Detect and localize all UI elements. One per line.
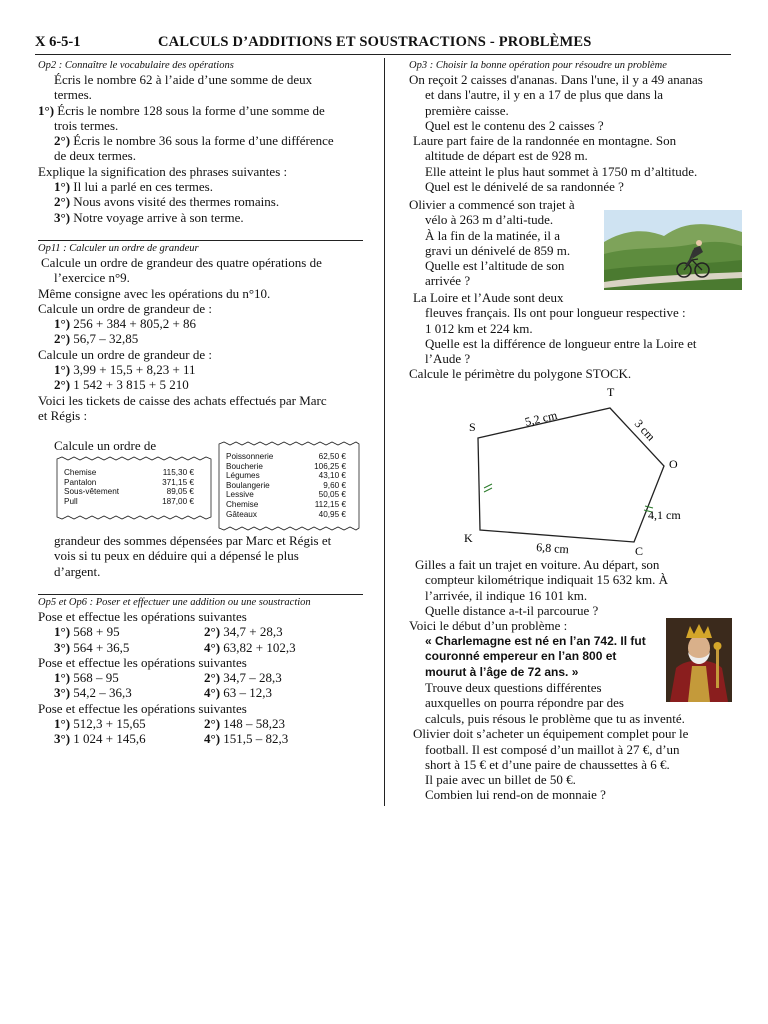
exercise-line: Calcule le périmètre du polygone STOCK.: [409, 366, 632, 382]
item-number: 1°): [54, 179, 71, 195]
exercise-line: et dans l'autre, il y en a 17 de plus que dans la: [425, 87, 664, 103]
ticket-item: Chemise: [64, 468, 97, 477]
exercise-line: Écris le nombre 62 à l’aide d’une somme de deux: [54, 72, 313, 87]
ticket-item: Poissonnerie: [226, 452, 274, 461]
ticket-price: 50,05 €: [318, 490, 346, 500]
ticket-price: 40,95 €: [318, 509, 346, 519]
quote-line: couronné empereur en l’an 800 et: [425, 649, 617, 664]
exercise-line: Pose et effectue les opérations suivantes: [38, 654, 247, 670]
ticket-item: Gâteaux: [226, 509, 257, 519]
item-number: 1°): [54, 670, 71, 686]
item-number: 1°): [54, 316, 71, 332]
ticket-row: [226, 471, 346, 481]
ticket-row: [64, 468, 194, 478]
exercise-line: Olivier a commencé son trajet à: [409, 197, 575, 212]
exercise-line: Quelle est l’altitude de son: [425, 258, 565, 274]
exercise-line: Explique la signification des phrases suivantes :: [38, 163, 288, 179]
left-column-op11: [38, 240, 363, 423]
charlemagne-portrait: [666, 618, 732, 702]
exercise-line: gravi un dénivelé de 859 m.: [425, 242, 571, 258]
exercise-line: Olivier doit s’acheter un équipement complet pour le: [413, 726, 689, 742]
exercise-line: La Loire et l’Aude sont deux: [413, 290, 564, 305]
right-column: [409, 59, 731, 194]
exercise-line: À la fin de la matinée, il a: [425, 227, 561, 243]
exercise-line: Calcule un ordre de grandeur de :: [38, 300, 212, 316]
exercise-line: auxquelles on pourra répondre par des: [425, 695, 624, 711]
exercise-line: Calcule un ordre de: [54, 438, 157, 453]
ticket-row: [226, 500, 346, 510]
exercise-line: première caisse.: [425, 102, 509, 118]
vertex-label-o: O: [669, 457, 678, 471]
item-number: 4°): [204, 639, 221, 655]
ticket-item: Pull: [64, 496, 78, 506]
exercise-line: 1 542 + 3 815 + 5 210: [70, 377, 189, 393]
exercise-line: et Régis :: [38, 407, 88, 423]
item-number: 3°): [54, 685, 71, 701]
ticket-price: 89,05 €: [166, 487, 194, 497]
exercise-line: Notre voyage arrive à son terme.: [70, 209, 244, 225]
ticket-item: Lessive: [226, 490, 254, 500]
ticket-price: 62,50 €: [318, 452, 346, 461]
exercise-line: Combien lui rend-on de monnaie ?: [425, 787, 606, 803]
operation: 151,5 – 82,3: [220, 731, 289, 747]
item-number: 2°): [54, 377, 71, 393]
exercise-line: l’exercice n°9.: [54, 270, 130, 286]
exercise-line: Nous avons visité des thermes romains.: [70, 194, 280, 210]
ticket-row: [226, 510, 346, 520]
vertex-label-k: K: [464, 531, 473, 545]
exercise-line: l’arrivée, il indique 16 101 km.: [425, 587, 588, 603]
operations-row: [38, 716, 363, 731]
item-number: 2°): [54, 194, 71, 210]
item-number: 2°): [204, 716, 221, 732]
exercise-line: Calcule un ordre de grandeur des quatre opérations de: [41, 255, 322, 270]
cyclist-photo: [604, 210, 742, 290]
exercise-line: 3,99 + 15,5 + 8,23 + 11: [70, 362, 196, 378]
exercise-line: l’Aude ?: [425, 351, 471, 367]
section-title-op2: Op2 : Connaître le vocabulaire des opérations: [38, 60, 234, 71]
ticket-row: [226, 462, 346, 472]
ticket-row: [226, 490, 346, 500]
side-label-to: 3 cm: [631, 416, 659, 444]
ticket-row: [64, 478, 194, 488]
exercise-line: Gilles a fait un trajet en voiture. Au départ, son: [415, 557, 660, 572]
football-problem: [409, 711, 731, 803]
left-column-op5: [38, 594, 363, 747]
exercise-line: football. Il est composé d’un maillot à 27 €, d’un: [425, 741, 680, 757]
exercise-line: fleuves français. Ils ont pour longueur respective :: [425, 305, 686, 321]
exercise-line: Elle atteint le plus haut sommet à 1750 m d’altitude.: [425, 163, 698, 179]
sheet-title: CALCULS D’ADDITIONS ET SOUSTRACTIONS - PROBLÈMES: [158, 34, 592, 50]
exercise-line: Calcule un ordre de grandeur de :: [38, 346, 212, 362]
charlemagne-problem: [409, 634, 657, 710]
exercise-line: calculs, puis résous le problème que tu as inventé.: [425, 711, 685, 726]
exercise-line: arrivée ?: [425, 273, 471, 289]
exercise-line: Voici les tickets de caisse des achats effectués par Marc: [38, 392, 327, 408]
exercise-line: altitude de départ est de 928 m.: [425, 148, 588, 164]
rivers-problem: [409, 290, 731, 382]
item-number: 2°): [54, 133, 71, 149]
exercise-line: d’argent.: [54, 563, 101, 579]
operation: 54,2 – 36,3: [70, 685, 132, 701]
vertex-label-s: S: [469, 420, 476, 434]
section-title-op3: Op3 : Choisir la bonne opération pour résoudre un problème: [409, 60, 667, 71]
operations-row: [38, 685, 363, 700]
item-number: 3°): [54, 209, 71, 225]
ticket-row: [226, 481, 346, 491]
exercise-line: Pose et effectue les opérations suivantes: [38, 609, 247, 624]
page-header: [35, 34, 731, 55]
ticket-regis: [226, 452, 346, 519]
side-label-st: 5,2 cm: [523, 407, 559, 429]
exercise-line: Écris le nombre 36 sous la forme d’une différence: [70, 133, 334, 149]
left-column: [38, 59, 363, 225]
exercise-line: Il paie avec un billet de 50 €.: [425, 772, 576, 788]
ticket-item: Pantalon: [64, 477, 97, 487]
ticket-question: [54, 533, 361, 579]
exercise-line: Quelle est la différence de longueur entre la Loire et: [425, 335, 697, 351]
operation: 63,82 + 102,3: [220, 639, 296, 655]
operation: 63 – 12,3: [220, 685, 273, 701]
item-number: 2°): [54, 331, 71, 347]
sheet-code: X 6-5-1: [35, 34, 81, 50]
ticket-item: Légumes: [226, 471, 260, 481]
ticket-row: [64, 497, 194, 507]
exercise-line: 256 + 384 + 805,2 + 86: [70, 316, 197, 332]
exercise-line: trois termes.: [54, 117, 119, 133]
exercise-line: 1 012 km et 224 km.: [425, 320, 533, 336]
ticket-price: 115,30 €: [162, 468, 194, 477]
item-number: 2°): [204, 670, 221, 686]
vertex-label-c: C: [635, 544, 644, 558]
ticket-item: Chemise: [226, 499, 259, 509]
side-label-oc: 4,1 cm: [648, 508, 681, 522]
operations-row: [38, 640, 363, 655]
operation: 568 + 95: [70, 624, 120, 640]
quote-line: « Charlemagne est né en l’an 742. Il fut: [425, 634, 646, 648]
polygon-stock-diagram: [456, 380, 716, 562]
ticket-price: 112,15 €: [314, 499, 346, 509]
exercise-line: vélo à 263 m d’alti-tude.: [425, 212, 554, 228]
exercise-line: Laure part faire de la randonnée en montagne. Son: [413, 133, 677, 149]
exercise-line: Pose et effectue les opérations suivantes: [38, 700, 247, 716]
exercise-line: Quelle distance a-t-il parcourue ?: [425, 602, 599, 618]
exercise-line: On reçoit 2 caisses d'ananas. Dans l'une, il y a 49 ananas: [409, 72, 703, 87]
operation: 148 – 58,23: [220, 716, 286, 732]
operation: 512,3 + 15,65: [70, 716, 146, 732]
operation: 1 024 + 145,6: [70, 731, 146, 747]
ticket-item: Boucherie: [226, 461, 263, 471]
exercise-line: Trouve deux questions différentes: [425, 679, 602, 695]
quote-line: mourut à l’âge de 72 ans. »: [425, 664, 579, 679]
ticket-item: Boulangerie: [226, 480, 270, 490]
section-title-op5: Op5 et Op6 : Poser et effectuer une addition ou une soustraction: [38, 597, 311, 608]
item-number: 1°): [54, 716, 71, 732]
exercise-line: Même consigne avec les opérations du n°10.: [38, 285, 271, 301]
exercise-line: Quel est le contenu des 2 caisses ?: [425, 117, 604, 133]
exercise-line: vois si tu peux en déduire qui a dépensé le plus: [54, 548, 299, 564]
exercise-line: 56,7 – 32,85: [70, 331, 139, 347]
item-number: 3°): [54, 731, 71, 747]
operation: 568 – 95: [70, 670, 119, 686]
bike-problem: [409, 197, 595, 289]
item-number: 4°): [204, 685, 221, 701]
item-number: 2°): [204, 624, 221, 640]
item-number: 1°): [54, 362, 71, 378]
ticket-item: Sous-vêtement: [64, 487, 120, 497]
item-number: 4°): [204, 731, 221, 747]
ticket-price: 371,15 €: [162, 477, 194, 487]
vertex-label-t: T: [607, 385, 615, 399]
operations-row: [38, 731, 363, 746]
exercise-line: de deux termes.: [54, 148, 136, 164]
ticket-price: 43,10 €: [318, 471, 346, 481]
ticket-price: 106,25 €: [314, 461, 346, 471]
side-label-ck: 6,8 cm: [535, 540, 570, 557]
item-number: 1°): [38, 102, 55, 118]
exercise-line: termes.: [54, 87, 92, 103]
ticket-row: [226, 452, 346, 462]
operation: 34,7 – 28,3: [220, 670, 282, 686]
operation: 34,7 + 28,3: [220, 624, 283, 640]
section-title-op11: Op11 : Calculer un ordre de grandeur: [38, 243, 199, 254]
exercise-line: grandeur des sommes dépensées par Marc et Régis et: [54, 533, 332, 548]
ticket-row: [64, 487, 194, 497]
operations-row: [38, 670, 363, 685]
ticket-price: 187,00 €: [162, 496, 194, 506]
exercise-line: Voici le début d’un problème :: [409, 618, 568, 634]
operations-row: [38, 624, 363, 639]
ticket-price: 9,60 €: [323, 480, 346, 490]
ticket-marc: [64, 468, 194, 506]
item-number: 1°): [54, 624, 71, 640]
item-number: 3°): [54, 639, 71, 655]
operation: 564 + 36,5: [70, 639, 130, 655]
column-divider: [384, 58, 385, 806]
exercise-line: compteur kilométrique indiquait 15 632 km. À: [425, 572, 668, 588]
exercise-line: Il lui a parlé en ces termes.: [70, 179, 213, 195]
exercise-line: Quel est le dénivelé de sa randonnée ?: [425, 179, 624, 195]
exercise-line: short à 15 € et d’une paire de chaussettes à 6 €.: [425, 756, 670, 772]
exercise-line: Écris le nombre 128 sous la forme d’une somme de: [54, 102, 325, 118]
